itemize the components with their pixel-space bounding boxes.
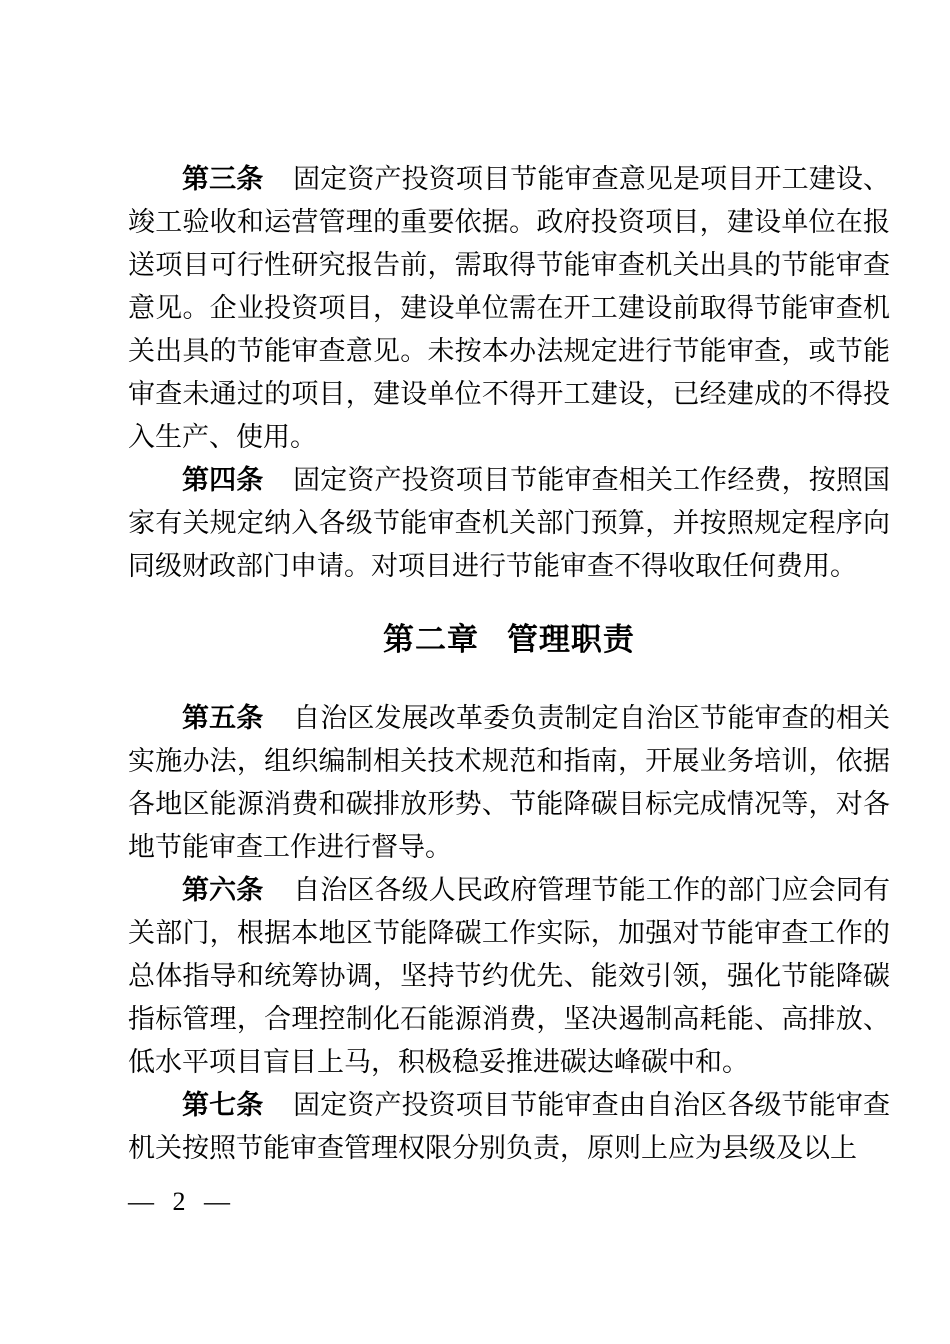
article-4-paragraph	[128, 459, 890, 588]
chapter-heading	[128, 618, 890, 661]
article-7-text: 固定资产投资项目节能审查由自治区各级节能审查机关按照节能审查管理权限分别负责，原则上应为县级及以上	[128, 1090, 891, 1163]
article-3-label: 第三条	[182, 164, 264, 194]
article-6-text: 自治区各级人民政府管理节能工作的部门应会同有关部门，根据本地区节能降碳工作实际，加强对节能审查工作的总体指导和统筹协调，坚持节约优先、能效引领，强化节能降碳指标管理，合理控制化石能源消费，坚决遏制高耗能、高排放、低水平项目盲目上马，积极稳妥推进碳达峰碳中和。	[128, 875, 891, 1077]
article-4-label: 第四条	[182, 465, 264, 495]
chapter-title: 管理职责	[506, 622, 635, 657]
article-5-text: 自治区发展改革委负责制定自治区节能审查的相关实施办法，组织编制相关技术规范和指南，开展业务培训，依据各地区能源消费和碳排放形势、节能降碳目标完成情况等，对各地节能审查工作进行督导。	[128, 703, 891, 862]
article-3-text: 固定资产投资项目节能审查意见是项目开工建设、竣工验收和运营管理的重要依据。政府投资项目，建设单位在报送项目可行性研究报告前，需取得节能审查机关出具的节能审查意见。企业投资项目，建设单位需在开工建设前取得节能审查机关出具的节能审查意见。未按本办法规定进行节能审查，或节能审查未通过的项目，建设单位不得开工建设，已经建成的不得投入生产、使用。	[128, 164, 891, 452]
article-5-label: 第五条	[182, 703, 264, 733]
chapter-number: 第二章	[383, 622, 480, 657]
article-6-label: 第六条	[182, 875, 264, 905]
article-6-paragraph	[128, 869, 890, 1084]
article-7-label: 第七条	[182, 1090, 264, 1120]
article-7-paragraph	[128, 1084, 890, 1170]
article-4-text: 固定资产投资项目节能审查相关工作经费，按照国家有关规定纳入各级节能审查机关部门预算，并按照规定程序向同级财政部门申请。对项目进行节能审查不得收取任何费用。	[128, 465, 891, 581]
document-body	[128, 158, 890, 1170]
article-3-paragraph	[128, 158, 890, 459]
page-number: — 2 —	[128, 1187, 236, 1216]
article-5-paragraph	[128, 697, 890, 869]
